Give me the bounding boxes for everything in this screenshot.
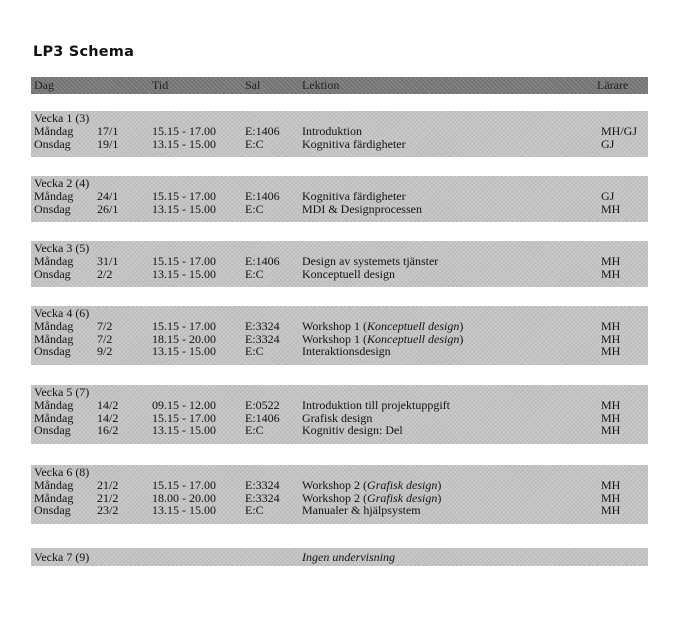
row-date: 24/1: [97, 188, 119, 203]
row-lesson-text: Grafisk design: [302, 410, 373, 425]
row-time: 15.15 - 17.00: [152, 410, 216, 425]
row-lesson-emphasis: Konceptuell design: [367, 318, 460, 333]
row-teacher: MH: [601, 266, 621, 281]
row-date: 26/1: [97, 201, 119, 216]
row-room: E:0522: [245, 397, 280, 412]
row-teacher: MH: [601, 503, 621, 518]
row-time: 18.15 - 20.00: [152, 331, 216, 346]
row-time: 15.15 - 17.00: [152, 123, 216, 138]
row-day: Onsdag: [34, 136, 71, 151]
row-day: Måndag: [34, 188, 74, 203]
row-day: Måndag: [34, 490, 74, 505]
row-day: Måndag: [34, 123, 74, 138]
row-lesson: [302, 504, 421, 517]
row-lesson-emphasis: Konceptuell design: [367, 331, 460, 346]
week-label: Vecka 4 (6): [34, 306, 90, 320]
row-room: E:3324: [245, 477, 280, 492]
week-label: Vecka 1 (3): [34, 111, 90, 125]
row-room: E:C: [245, 136, 264, 151]
row-lesson-suffix: ): [459, 318, 464, 333]
row-time: 13.15 - 15.00: [152, 344, 216, 359]
row-time: 15.15 - 17.00: [152, 477, 216, 492]
row-lesson-text: Kognitiv design: Del: [302, 423, 403, 438]
row-time: 09.15 - 12.00: [152, 397, 216, 412]
row-day: Måndag: [34, 397, 74, 412]
row-date: 9/2: [97, 344, 113, 359]
row-teacher: MH: [601, 344, 621, 359]
table-row: [31, 345, 648, 358]
row-time: 15.15 - 17.00: [152, 318, 216, 333]
page-title: LP3 Schema: [33, 44, 135, 60]
row-lesson-text: Introduktion: [302, 123, 362, 138]
row-date: 7/2: [97, 318, 113, 333]
row-lesson-text: Kognitiva färdigheter: [302, 136, 406, 151]
row-day: Onsdag: [34, 344, 71, 359]
header-day: Dag: [34, 78, 54, 92]
row-time: 13.15 - 15.00: [152, 503, 216, 518]
row-lesson: [302, 138, 406, 151]
row-room: E:C: [245, 344, 264, 359]
row-lesson-text: Workshop 2 (: [302, 477, 368, 492]
row-room: E:1406: [245, 123, 280, 138]
row-date: 19/1: [97, 136, 119, 151]
header-teacher: Lärare: [597, 78, 629, 92]
row-teacher: MH: [601, 410, 621, 425]
row-lesson-suffix: ): [437, 477, 442, 492]
no-teaching-note: Ingen undervisning: [302, 550, 395, 564]
row-room: E:3324: [245, 331, 280, 346]
header-room: Sal: [245, 78, 261, 92]
row-day: Måndag: [34, 410, 74, 425]
row-time: 18.00 - 20.00: [152, 490, 216, 505]
week-block-6: [31, 465, 648, 524]
row-date: 14/2: [97, 397, 119, 412]
row-lesson-text: Interaktionsdesign: [302, 344, 391, 359]
week-label: Vecka 5 (7): [34, 385, 90, 399]
row-lesson-text: Design av systemets tjänster: [302, 253, 439, 268]
row-day: Måndag: [34, 477, 74, 492]
table-header: [31, 77, 648, 94]
row-lesson: [302, 268, 395, 281]
row-room: E:1406: [245, 253, 280, 268]
row-room: E:1406: [245, 410, 280, 425]
row-room: E:3324: [245, 490, 280, 505]
row-room: E:1406: [245, 188, 280, 203]
row-lesson-text: Manualer & hjälpsystem: [302, 503, 421, 518]
row-lesson-text: Workshop 1 (: [302, 331, 368, 346]
row-teacher: MH: [601, 490, 621, 505]
week-label: Vecka 6 (8): [34, 465, 90, 479]
header-time: Tid: [152, 78, 169, 92]
table-row: [31, 138, 648, 151]
row-teacher: MH: [601, 201, 621, 216]
table-row: [31, 268, 648, 281]
week-block-5: [31, 385, 648, 444]
row-teacher: MH: [601, 477, 621, 492]
row-lesson-suffix: ): [459, 331, 464, 346]
row-time: 13.15 - 15.00: [152, 136, 216, 151]
row-lesson-suffix: ): [437, 490, 442, 505]
row-day: Måndag: [34, 253, 74, 268]
row-time: 15.15 - 17.00: [152, 253, 216, 268]
row-room: E:C: [245, 423, 264, 438]
row-day: Onsdag: [34, 503, 71, 518]
week-block-7: [31, 548, 648, 566]
week-label: Vecka 3 (5): [34, 241, 90, 255]
row-date: 2/2: [97, 266, 113, 281]
table-row: [31, 203, 648, 216]
row-teacher: GJ: [601, 188, 615, 203]
row-lesson-text: Introduktion till projektuppgift: [302, 397, 450, 412]
row-lesson-emphasis: Grafisk design: [367, 490, 438, 505]
row-teacher: MH/GJ: [601, 123, 638, 138]
row-lesson: [302, 424, 403, 437]
row-teacher: MH: [601, 318, 621, 333]
row-day: Onsdag: [34, 201, 71, 216]
week-block-4: [31, 306, 648, 365]
row-date: 31/1: [97, 253, 119, 268]
header-lesson: Lektion: [302, 78, 340, 92]
row-day: Onsdag: [34, 266, 71, 281]
week-block-1: [31, 111, 648, 157]
row-date: 7/2: [97, 331, 113, 346]
row-date: 16/2: [97, 423, 119, 438]
row-date: 14/2: [97, 410, 119, 425]
row-day: Måndag: [34, 331, 74, 346]
row-date: 21/2: [97, 477, 119, 492]
table-row: [31, 424, 648, 437]
row-teacher: MH: [601, 331, 621, 346]
week-label: Vecka 2 (4): [34, 176, 90, 190]
row-lesson-text: Konceptuell design: [302, 266, 395, 281]
row-lesson-text: MDI & Designprocessen: [302, 201, 422, 216]
row-time: 13.15 - 15.00: [152, 201, 216, 216]
row-room: E:C: [245, 503, 264, 518]
row-day: Måndag: [34, 318, 74, 333]
row-teacher: MH: [601, 397, 621, 412]
row-lesson-text: Workshop 2 (: [302, 490, 368, 505]
table-row: [31, 504, 648, 517]
row-lesson-text: Kognitiva färdigheter: [302, 188, 406, 203]
row-room: E:3324: [245, 318, 280, 333]
row-teacher: MH: [601, 253, 621, 268]
row-time: 13.15 - 15.00: [152, 423, 216, 438]
row-lesson-text: Workshop 1 (: [302, 318, 368, 333]
row-room: E:C: [245, 201, 264, 216]
row-teacher: GJ: [601, 136, 615, 151]
row-room: E:C: [245, 266, 264, 281]
row-date: 17/1: [97, 123, 119, 138]
row-lesson: [302, 345, 391, 358]
row-lesson-emphasis: Grafisk design: [367, 477, 438, 492]
row-date: 23/2: [97, 503, 119, 518]
row-day: Onsdag: [34, 423, 71, 438]
week-block-2: [31, 176, 648, 222]
row-time: 15.15 - 17.00: [152, 188, 216, 203]
week-block-3: [31, 241, 648, 287]
row-date: 21/2: [97, 490, 119, 505]
week-label: Vecka 7 (9): [34, 550, 90, 564]
row-time: 13.15 - 15.00: [152, 266, 216, 281]
row-lesson: [302, 203, 422, 216]
row-teacher: MH: [601, 423, 621, 438]
